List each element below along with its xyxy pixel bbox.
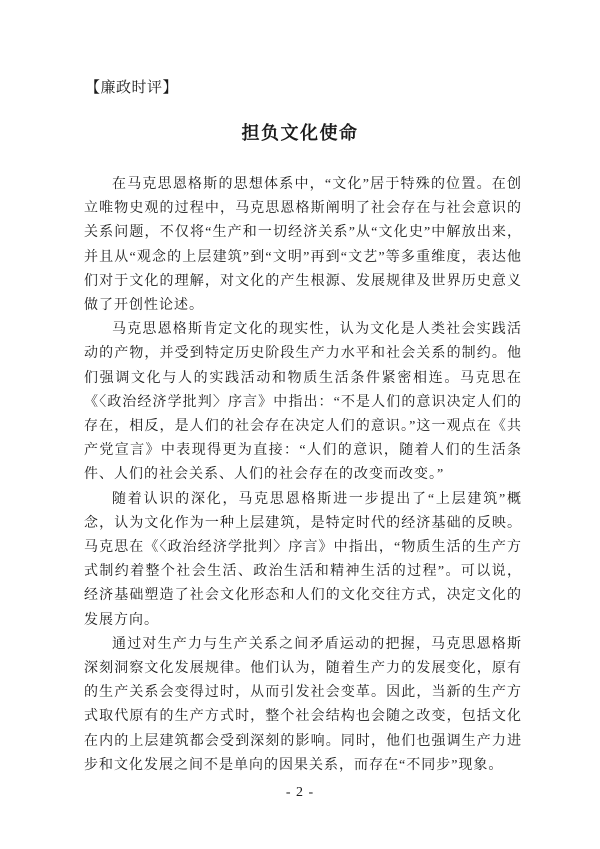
body-paragraph-1: 在马克思恩格斯的思想体系中，“文化”居于特殊的位置。在创立唯物史观的过程中，马克思恩格斯阐明了社会存在与社会意识的关系问题，不仅将“生产和一切经济关系”从“文化史”中解放出来，并且从“观念的上层建筑”到“文明”再到“文艺”等多重维度，表达他们对于文化的理解，对文化的产生根源、发展规律及世界历史意义做了开创性论述。 — [84, 177, 522, 314]
document-title: 担负文化使命 — [241, 123, 359, 143]
body-paragraph-3: 随着认识的深化，马克思恩格斯进一步提出了“上层建筑”概念，认为文化作为一种上层建筑，是特定时代的经济基础的反映。马克思在《〈政治经济学批判〉序言》中指出，“物质生活的生产方式制约着整个社会生活、政治生活和精神生活的过程”。可以说，经济基础塑造了社会文化形态和人们的文化交往方式，决定文化的发展方向。 — [84, 491, 522, 628]
body-paragraph-2: 马克思恩格斯肯定文化的现实性，认为文化是人类社会实践活动的产物，并受到特定历史阶段生产力水平和社会关系的制约。他们强调文化与人的实践活动和物质生活条件紧密相连。马克思在《〈政治经济学批判〉序言》中指出：“不是人们的意识决定人们的存在，相反，是人们的社会存在决定人们的意识。”这一观点在《共产党宣言》中表现得更为直接：“人们的意识，随着人们的生活条件、人们的社会关系、人们的社会存在的改变而改变。” — [84, 322, 522, 483]
page-number: - 2 - — [285, 785, 315, 800]
body-paragraph-4: 通过对生产力与生产关系之间矛盾运动的把握，马克思恩格斯深刻洞察文化发展规律。他们认为，随着生产力的发展变化，原有的生产关系会变得过时，从而引发社会变革。因此，当新的生产方式取代原有的生产方式时，整个社会结构也会随之改变，包括文化在内的上层建筑都会受到深刻的影响。同时，他们也强调生产力进步和文化发展之间不是单向的因果关系，而存在“不同步”现象。 — [84, 636, 522, 773]
document-body — [84, 173, 522, 778]
section-label: 【廉政时评】 — [85, 80, 179, 96]
